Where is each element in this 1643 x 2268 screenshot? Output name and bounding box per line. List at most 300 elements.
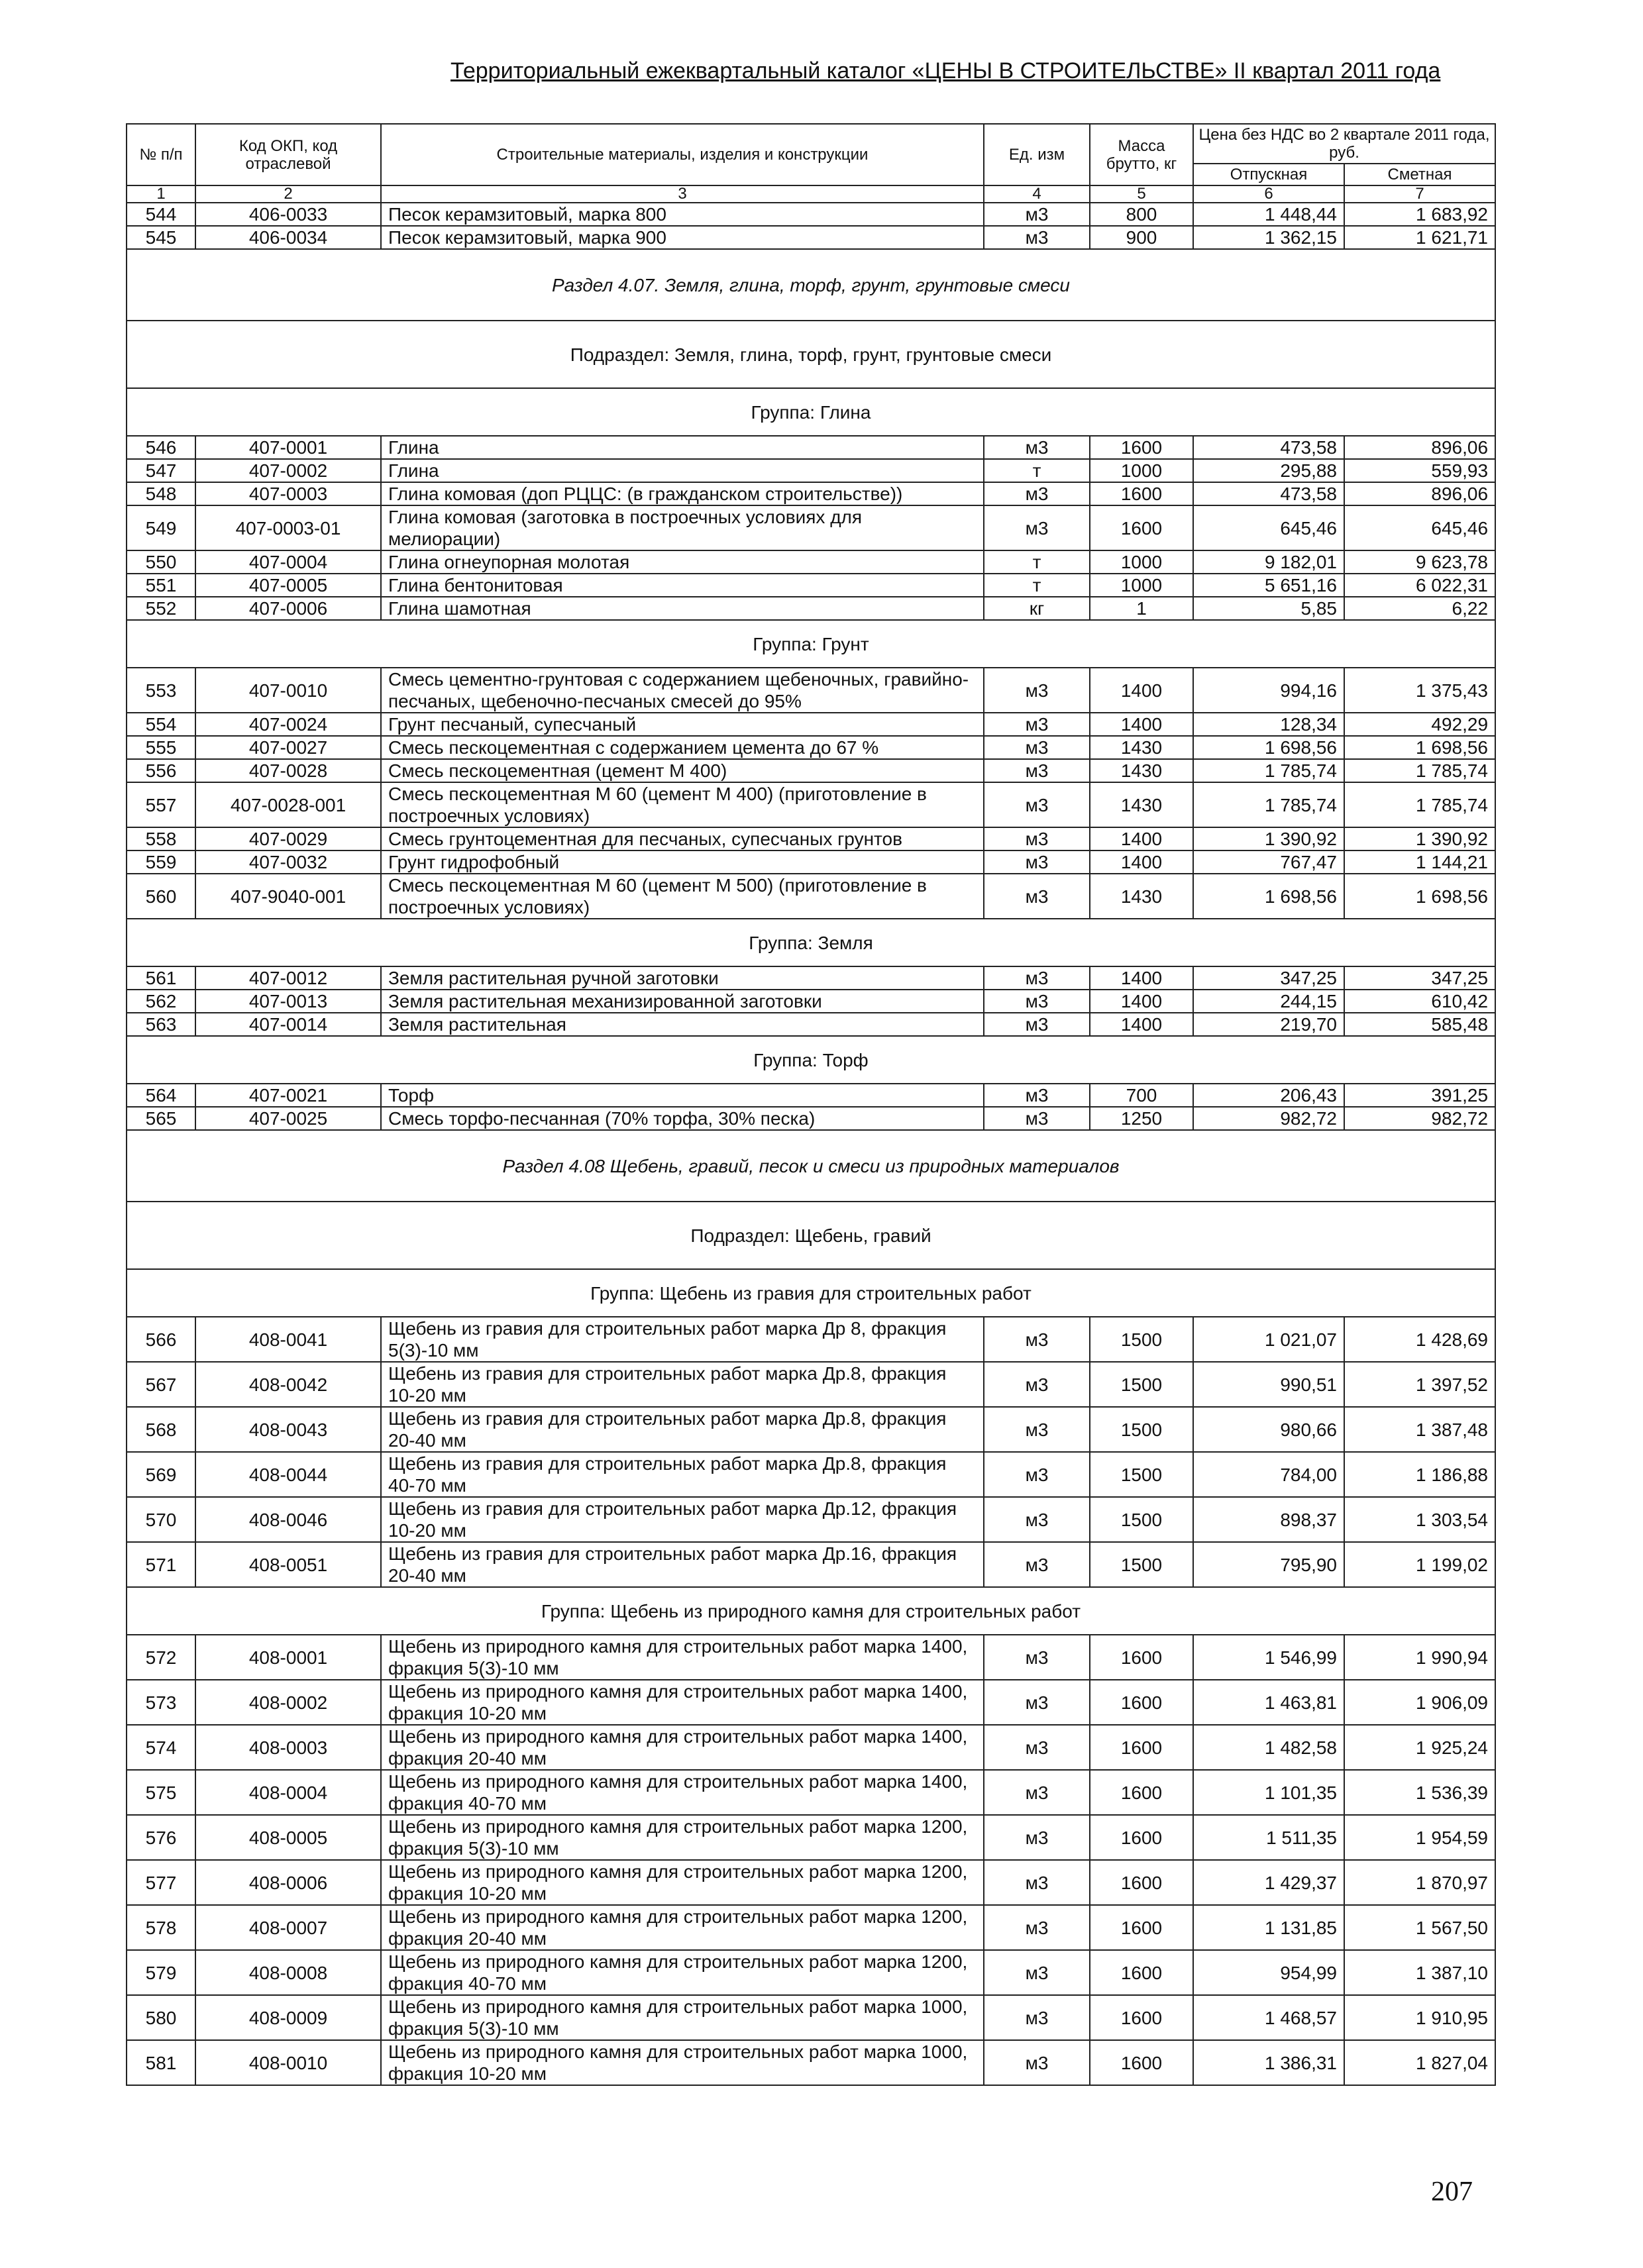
- item-code: 408-0008: [195, 1950, 381, 1995]
- column-number: 5: [1090, 185, 1193, 203]
- table-row: [127, 459, 1495, 482]
- item-code: 407-0028: [195, 759, 381, 782]
- item-mass: 1400: [1090, 827, 1193, 850]
- item-estimate-price: 1 925,24: [1344, 1725, 1495, 1770]
- item-code: 407-0013: [195, 990, 381, 1013]
- item-number: 555: [127, 736, 195, 759]
- item-estimate-price: 1 990,94: [1344, 1635, 1495, 1680]
- price-table: [126, 123, 1496, 2086]
- item-number: 566: [127, 1317, 195, 1362]
- item-unit: м3: [984, 850, 1090, 874]
- table-row: [127, 550, 1495, 574]
- table-row: [127, 1084, 1495, 1107]
- table-row: [127, 874, 1495, 919]
- col-header-num: № п/п: [127, 124, 195, 185]
- table-row: [127, 782, 1495, 827]
- item-unit: м3: [984, 1362, 1090, 1407]
- item-mass: 1600: [1090, 2040, 1193, 2085]
- item-number: 576: [127, 1815, 195, 1860]
- item-code: 408-0002: [195, 1680, 381, 1725]
- table-row: [127, 1770, 1495, 1815]
- item-unit: т: [984, 550, 1090, 574]
- item-mass: 800: [1090, 203, 1193, 226]
- table-row: [127, 482, 1495, 505]
- item-estimate-price: 559,93: [1344, 459, 1495, 482]
- item-estimate-price: 645,46: [1344, 505, 1495, 550]
- item-name: Щебень из природного камня для строительных работ марка 1400, фракция 20-40 мм: [381, 1725, 984, 1770]
- table-row: [127, 1680, 1495, 1725]
- item-wholesale-price: 219,70: [1193, 1013, 1344, 1036]
- item-number: 580: [127, 1995, 195, 2040]
- item-wholesale-price: 1 463,81: [1193, 1680, 1344, 1725]
- item-number: 550: [127, 550, 195, 574]
- table-row: [127, 1860, 1495, 1905]
- item-mass: 1250: [1090, 1107, 1193, 1130]
- item-name: Щебень из гравия для строительных работ марка Др.8, фракция 40-70 мм: [381, 1452, 984, 1497]
- item-code: 407-0014: [195, 1013, 381, 1036]
- item-code: 408-0003: [195, 1725, 381, 1770]
- item-mass: 1500: [1090, 1362, 1193, 1407]
- item-code: 408-0009: [195, 1995, 381, 2040]
- item-unit: м3: [984, 1542, 1090, 1587]
- item-mass: 1000: [1090, 574, 1193, 597]
- item-code: 408-0041: [195, 1317, 381, 1362]
- item-name: Смесь пескоцементная М 60 (цемент М 500) (приготовление в построечных условиях): [381, 874, 984, 919]
- item-unit: м3: [984, 966, 1090, 990]
- item-wholesale-price: 767,47: [1193, 850, 1344, 874]
- item-mass: 1500: [1090, 1407, 1193, 1452]
- item-code: 407-0021: [195, 1084, 381, 1107]
- item-number: 563: [127, 1013, 195, 1036]
- item-estimate-price: 1 683,92: [1344, 203, 1495, 226]
- table-row: [127, 1013, 1495, 1036]
- item-name: Щебень из гравия для строительных работ марка Др.8, фракция 10-20 мм: [381, 1362, 984, 1407]
- item-estimate-price: 1 621,71: [1344, 226, 1495, 249]
- table-row: [127, 436, 1495, 459]
- table-row: [127, 597, 1495, 620]
- item-code: 406-0034: [195, 226, 381, 249]
- item-code: 407-0001: [195, 436, 381, 459]
- item-number: 569: [127, 1452, 195, 1497]
- item-unit: м3: [984, 1815, 1090, 1860]
- item-mass: 900: [1090, 226, 1193, 249]
- table-row: [127, 1362, 1495, 1407]
- item-number: 573: [127, 1680, 195, 1725]
- item-code: 407-0032: [195, 850, 381, 874]
- item-number: 545: [127, 226, 195, 249]
- item-number: 567: [127, 1362, 195, 1407]
- item-code: 408-0001: [195, 1635, 381, 1680]
- item-wholesale-price: 994,16: [1193, 668, 1344, 713]
- item-unit: м3: [984, 1860, 1090, 1905]
- item-unit: м3: [984, 990, 1090, 1013]
- item-wholesale-price: 206,43: [1193, 1084, 1344, 1107]
- item-number: 558: [127, 827, 195, 850]
- item-code: 407-0025: [195, 1107, 381, 1130]
- item-mass: 1400: [1090, 990, 1193, 1013]
- item-wholesale-price: 9 182,01: [1193, 550, 1344, 574]
- table-row: [127, 1905, 1495, 1950]
- item-name: Глина огнеупорная молотая: [381, 550, 984, 574]
- item-name: Щебень из природного камня для строительных работ марка 1200, фракция 5(3)-10 мм: [381, 1815, 984, 1860]
- item-name: Щебень из природного камня для строительных работ марка 1400, фракция 10-20 мм: [381, 1680, 984, 1725]
- item-estimate-price: 1 785,74: [1344, 782, 1495, 827]
- item-mass: 1600: [1090, 1680, 1193, 1725]
- item-estimate-price: 1 698,56: [1344, 874, 1495, 919]
- item-unit: т: [984, 459, 1090, 482]
- group-row: [127, 620, 1495, 668]
- item-number: 561: [127, 966, 195, 990]
- item-code: 408-0006: [195, 1860, 381, 1905]
- item-estimate-price: 1 387,10: [1344, 1950, 1495, 1995]
- col-header-code: Код ОКП, код отраслевой: [195, 124, 381, 185]
- item-unit: м3: [984, 1407, 1090, 1452]
- item-unit: м3: [984, 1680, 1090, 1725]
- item-unit: м3: [984, 713, 1090, 736]
- item-name: Песок керамзитовый, марка 900: [381, 226, 984, 249]
- item-estimate-price: 1 870,97: [1344, 1860, 1495, 1905]
- item-wholesale-price: 1 101,35: [1193, 1770, 1344, 1815]
- item-unit: м3: [984, 1635, 1090, 1680]
- item-wholesale-price: 1 698,56: [1193, 874, 1344, 919]
- item-code: 407-0010: [195, 668, 381, 713]
- item-estimate-price: 1 910,95: [1344, 1995, 1495, 2040]
- item-code: 406-0033: [195, 203, 381, 226]
- item-name: Смесь пескоцементная с содержанием цемента до 67 %: [381, 736, 984, 759]
- item-unit: м3: [984, 1084, 1090, 1107]
- item-number: 562: [127, 990, 195, 1013]
- item-unit: м3: [984, 782, 1090, 827]
- col-header-price-group: Цена без НДС во 2 квартале 2011 года, руб.: [1193, 124, 1495, 164]
- item-number: 560: [127, 874, 195, 919]
- item-estimate-price: 1 387,48: [1344, 1407, 1495, 1452]
- item-name: Глина: [381, 459, 984, 482]
- item-number: 572: [127, 1635, 195, 1680]
- section-title: Раздел 4.07. Земля, глина, торф, грунт, грунтовые смеси: [127, 249, 1495, 321]
- item-estimate-price: 1 785,74: [1344, 759, 1495, 782]
- item-name: Глина бентонитовая: [381, 574, 984, 597]
- group-title: Группа: Земля: [127, 919, 1495, 966]
- table-row: [127, 1815, 1495, 1860]
- item-unit: м3: [984, 1995, 1090, 2040]
- item-code: 408-0046: [195, 1497, 381, 1542]
- item-number: 568: [127, 1407, 195, 1452]
- item-name: Щебень из гравия для строительных работ марка Др.16, фракция 20-40 мм: [381, 1542, 984, 1587]
- item-unit: м3: [984, 1725, 1090, 1770]
- group-row: [127, 1269, 1495, 1317]
- item-mass: 1400: [1090, 668, 1193, 713]
- table-row: [127, 850, 1495, 874]
- subsection-title: Подраздел: Щебень, гравий: [127, 1202, 1495, 1269]
- item-wholesale-price: 295,88: [1193, 459, 1344, 482]
- item-estimate-price: 391,25: [1344, 1084, 1495, 1107]
- item-code: 407-0002: [195, 459, 381, 482]
- item-unit: м3: [984, 1950, 1090, 1995]
- item-mass: 1400: [1090, 966, 1193, 990]
- item-number: 554: [127, 713, 195, 736]
- item-wholesale-price: 347,25: [1193, 966, 1344, 990]
- item-wholesale-price: 5 651,16: [1193, 574, 1344, 597]
- item-wholesale-price: 473,58: [1193, 482, 1344, 505]
- item-name: Земля растительная ручной заготовки: [381, 966, 984, 990]
- column-number: 3: [381, 185, 984, 203]
- item-estimate-price: 1 186,88: [1344, 1452, 1495, 1497]
- item-code: 407-0003: [195, 482, 381, 505]
- item-wholesale-price: 1 448,44: [1193, 203, 1344, 226]
- item-estimate-price: 1 144,21: [1344, 850, 1495, 874]
- item-unit: м3: [984, 736, 1090, 759]
- item-number: 549: [127, 505, 195, 550]
- item-estimate-price: 982,72: [1344, 1107, 1495, 1130]
- section-row: [127, 1130, 1495, 1202]
- table-row: [127, 226, 1495, 249]
- item-wholesale-price: 1 021,07: [1193, 1317, 1344, 1362]
- item-unit: м3: [984, 482, 1090, 505]
- item-wholesale-price: 128,34: [1193, 713, 1344, 736]
- item-estimate-price: 1 567,50: [1344, 1905, 1495, 1950]
- item-number: 544: [127, 203, 195, 226]
- item-code: 407-0004: [195, 550, 381, 574]
- item-mass: 1600: [1090, 1635, 1193, 1680]
- item-estimate-price: 1 199,02: [1344, 1542, 1495, 1587]
- table-body: [127, 203, 1495, 2085]
- item-name: Глина комовая (заготовка в построечных условиях для мелиорации): [381, 505, 984, 550]
- item-name: Щебень из природного камня для строительных работ марка 1400, фракция 40-70 мм: [381, 1770, 984, 1815]
- item-wholesale-price: 1 482,58: [1193, 1725, 1344, 1770]
- col-header-name: Строительные материалы, изделия и конструкции: [381, 124, 984, 185]
- item-wholesale-price: 473,58: [1193, 436, 1344, 459]
- item-name: Глина шамотная: [381, 597, 984, 620]
- item-number: 551: [127, 574, 195, 597]
- item-name: Смесь пескоцементная М 60 (цемент М 400) (приготовление в построечных условиях): [381, 782, 984, 827]
- item-estimate-price: 347,25: [1344, 966, 1495, 990]
- table-row: [127, 203, 1495, 226]
- item-code: 407-0005: [195, 574, 381, 597]
- item-mass: 1400: [1090, 1013, 1193, 1036]
- item-name: Смесь пескоцементная (цемент М 400): [381, 759, 984, 782]
- item-name: Земля растительная: [381, 1013, 984, 1036]
- item-wholesale-price: 1 546,99: [1193, 1635, 1344, 1680]
- item-name: Смесь грунтоцементная для песчаных, супесчаных грунтов: [381, 827, 984, 850]
- table-row: [127, 759, 1495, 782]
- item-mass: 1600: [1090, 1815, 1193, 1860]
- item-number: 577: [127, 1860, 195, 1905]
- item-name: Щебень из природного камня для строительных работ марка 1000, фракция 10-20 мм: [381, 2040, 984, 2085]
- item-wholesale-price: 1 131,85: [1193, 1905, 1344, 1950]
- item-number: 552: [127, 597, 195, 620]
- item-number: 570: [127, 1497, 195, 1542]
- item-name: Щебень из гравия для строительных работ марка Др.12, фракция 10-20 мм: [381, 1497, 984, 1542]
- item-estimate-price: 6 022,31: [1344, 574, 1495, 597]
- subsection-row: [127, 1202, 1495, 1269]
- col-header-wholesale: Отпускная: [1193, 164, 1344, 185]
- table-row: [127, 1995, 1495, 2040]
- item-mass: 1000: [1090, 459, 1193, 482]
- item-name: Щебень из природного камня для строительных работ марка 1400, фракция 5(3)-10 мм: [381, 1635, 984, 1680]
- item-number: 553: [127, 668, 195, 713]
- item-estimate-price: 896,06: [1344, 482, 1495, 505]
- table-row: [127, 1635, 1495, 1680]
- item-wholesale-price: 1 429,37: [1193, 1860, 1344, 1905]
- item-wholesale-price: 990,51: [1193, 1362, 1344, 1407]
- item-name: Торф: [381, 1084, 984, 1107]
- item-unit: м3: [984, 226, 1090, 249]
- item-unit: м3: [984, 505, 1090, 550]
- item-name: Грунт песчаный, супесчаный: [381, 713, 984, 736]
- item-wholesale-price: 784,00: [1193, 1452, 1344, 1497]
- item-code: 407-0006: [195, 597, 381, 620]
- item-estimate-price: 1 536,39: [1344, 1770, 1495, 1815]
- group-title: Группа: Торф: [127, 1036, 1495, 1084]
- column-number-row: [127, 185, 1495, 203]
- table-row: [127, 827, 1495, 850]
- item-code: 407-0012: [195, 966, 381, 990]
- item-code: 408-0010: [195, 2040, 381, 2085]
- item-name: Щебень из гравия для строительных работ марка Др.8, фракция 20-40 мм: [381, 1407, 984, 1452]
- item-code: 407-0027: [195, 736, 381, 759]
- item-number: 547: [127, 459, 195, 482]
- item-code: 407-0029: [195, 827, 381, 850]
- table-row: [127, 1317, 1495, 1362]
- item-wholesale-price: 1 785,74: [1193, 782, 1344, 827]
- item-code: 407-0028-001: [195, 782, 381, 827]
- item-wholesale-price: 645,46: [1193, 505, 1344, 550]
- table-row: [127, 736, 1495, 759]
- table-header-row: [127, 124, 1495, 164]
- item-wholesale-price: 980,66: [1193, 1407, 1344, 1452]
- table-row: [127, 990, 1495, 1013]
- item-name: Глина: [381, 436, 984, 459]
- column-number: 7: [1344, 185, 1495, 203]
- item-unit: м3: [984, 1107, 1090, 1130]
- item-estimate-price: 1 827,04: [1344, 2040, 1495, 2085]
- item-estimate-price: 9 623,78: [1344, 550, 1495, 574]
- item-number: 557: [127, 782, 195, 827]
- item-code: 408-0043: [195, 1407, 381, 1452]
- item-estimate-price: 585,48: [1344, 1013, 1495, 1036]
- table-row: [127, 574, 1495, 597]
- item-wholesale-price: 1 468,57: [1193, 1995, 1344, 2040]
- item-estimate-price: 610,42: [1344, 990, 1495, 1013]
- item-mass: 1600: [1090, 505, 1193, 550]
- item-wholesale-price: 5,85: [1193, 597, 1344, 620]
- item-unit: м3: [984, 1013, 1090, 1036]
- item-name: Земля растительная механизированной заготовки: [381, 990, 984, 1013]
- table-row: [127, 1107, 1495, 1130]
- item-wholesale-price: 1 362,15: [1193, 226, 1344, 249]
- item-mass: 1430: [1090, 736, 1193, 759]
- item-wholesale-price: 1 698,56: [1193, 736, 1344, 759]
- item-code: 408-0007: [195, 1905, 381, 1950]
- item-mass: 1600: [1090, 1905, 1193, 1950]
- item-code: 407-0024: [195, 713, 381, 736]
- item-unit: м3: [984, 874, 1090, 919]
- item-name: Смесь цементно-грунтовая с содержанием щебеночных, гравийно-песчаных, щебеночно-песчаных смесей до 95%: [381, 668, 984, 713]
- item-mass: 1600: [1090, 482, 1193, 505]
- item-wholesale-price: 1 386,31: [1193, 2040, 1344, 2085]
- section-title: Раздел 4.08 Щебень, гравий, песок и смеси из природных материалов: [127, 1130, 1495, 1202]
- table-row: [127, 1452, 1495, 1497]
- item-mass: 1500: [1090, 1317, 1193, 1362]
- item-code: 407-9040-001: [195, 874, 381, 919]
- item-number: 571: [127, 1542, 195, 1587]
- item-estimate-price: 1 375,43: [1344, 668, 1495, 713]
- item-unit: м3: [984, 1770, 1090, 1815]
- column-number: 1: [127, 185, 195, 203]
- item-mass: 1500: [1090, 1542, 1193, 1587]
- item-mass: 1: [1090, 597, 1193, 620]
- item-unit: м3: [984, 668, 1090, 713]
- item-code: 408-0005: [195, 1815, 381, 1860]
- column-number: 4: [984, 185, 1090, 203]
- item-wholesale-price: 1 511,35: [1193, 1815, 1344, 1860]
- item-name: Щебень из гравия для строительных работ марка Др 8, фракция 5(3)-10 мм: [381, 1317, 984, 1362]
- item-number: 575: [127, 1770, 195, 1815]
- item-number: 556: [127, 759, 195, 782]
- item-estimate-price: 1 698,56: [1344, 736, 1495, 759]
- item-unit: м3: [984, 203, 1090, 226]
- item-mass: 1430: [1090, 874, 1193, 919]
- item-number: 564: [127, 1084, 195, 1107]
- column-number: 2: [195, 185, 381, 203]
- item-number: 548: [127, 482, 195, 505]
- item-estimate-price: 1 303,54: [1344, 1497, 1495, 1542]
- item-name: Смесь торфо-песчанная (70% торфа, 30% песка): [381, 1107, 984, 1130]
- subsection-title: Подраздел: Земля, глина, торф, грунт, грунтовые смеси: [127, 321, 1495, 388]
- item-wholesale-price: 954,99: [1193, 1950, 1344, 1995]
- item-code: 408-0051: [195, 1542, 381, 1587]
- item-unit: м3: [984, 827, 1090, 850]
- item-mass: 1500: [1090, 1452, 1193, 1497]
- item-name: Грунт гидрофобный: [381, 850, 984, 874]
- item-mass: 1500: [1090, 1497, 1193, 1542]
- item-unit: т: [984, 574, 1090, 597]
- item-mass: 1600: [1090, 1950, 1193, 1995]
- table-row: [127, 1497, 1495, 1542]
- item-mass: 700: [1090, 1084, 1193, 1107]
- item-mass: 1600: [1090, 1860, 1193, 1905]
- group-row: [127, 919, 1495, 966]
- item-estimate-price: 1 428,69: [1344, 1317, 1495, 1362]
- item-unit: м3: [984, 1905, 1090, 1950]
- item-estimate-price: 6,22: [1344, 597, 1495, 620]
- item-mass: 1400: [1090, 850, 1193, 874]
- item-code: 407-0003-01: [195, 505, 381, 550]
- item-wholesale-price: 1 785,74: [1193, 759, 1344, 782]
- item-name: Щебень из природного камня для строительных работ марка 1200, фракция 20-40 мм: [381, 1905, 984, 1950]
- item-mass: 1600: [1090, 436, 1193, 459]
- table-row: [127, 668, 1495, 713]
- item-estimate-price: 1 954,59: [1344, 1815, 1495, 1860]
- group-row: [127, 1587, 1495, 1635]
- item-mass: 1000: [1090, 550, 1193, 574]
- item-code: 408-0044: [195, 1452, 381, 1497]
- table-row: [127, 1950, 1495, 1995]
- item-wholesale-price: 1 390,92: [1193, 827, 1344, 850]
- item-unit: м3: [984, 1317, 1090, 1362]
- item-mass: 1600: [1090, 1725, 1193, 1770]
- item-unit: м3: [984, 436, 1090, 459]
- item-name: Глина комовая (доп РЦЦС: (в гражданском строительстве)): [381, 482, 984, 505]
- group-title: Группа: Щебень из природного камня для строительных работ: [127, 1587, 1495, 1635]
- item-number: 574: [127, 1725, 195, 1770]
- item-wholesale-price: 244,15: [1193, 990, 1344, 1013]
- item-estimate-price: 1 390,92: [1344, 827, 1495, 850]
- item-number: 579: [127, 1950, 195, 1995]
- col-header-estimate: Сметная: [1344, 164, 1495, 185]
- group-title: Группа: Грунт: [127, 620, 1495, 668]
- group-title: Группа: Глина: [127, 388, 1495, 436]
